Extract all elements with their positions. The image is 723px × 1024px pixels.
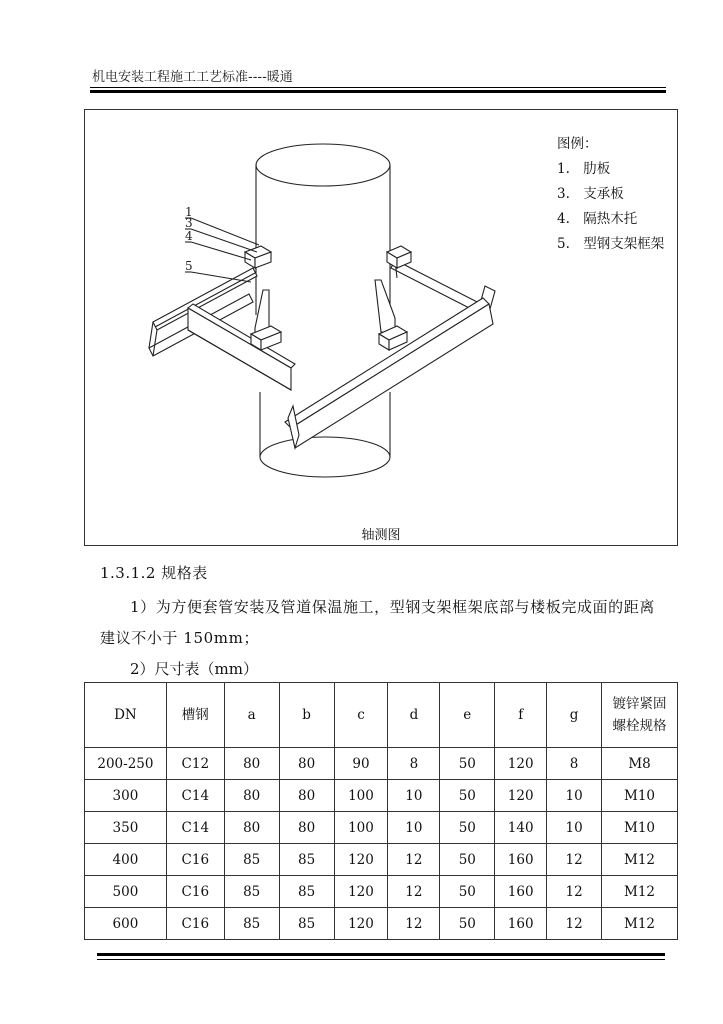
- table-cell: 200-250: [85, 748, 167, 780]
- table-cell: 120: [334, 844, 388, 876]
- table-cell: 80: [224, 812, 279, 844]
- table-cell: 12: [388, 876, 440, 908]
- table-cell: C12: [166, 748, 224, 780]
- table-cell: 80: [224, 748, 279, 780]
- table-cell: 120: [495, 780, 547, 812]
- table-cell: C16: [166, 844, 224, 876]
- table-cell: 120: [334, 876, 388, 908]
- table-cell: 500: [85, 876, 167, 908]
- table-cell: 12: [547, 908, 602, 940]
- rib-right: [375, 280, 395, 332]
- table-cell: C14: [166, 780, 224, 812]
- table-cell: 85: [224, 844, 279, 876]
- table-cell: C16: [166, 876, 224, 908]
- table-cell: 8: [388, 748, 440, 780]
- wood-block-right-back: [387, 246, 411, 268]
- header-d: d: [388, 683, 440, 748]
- table-cell: M12: [602, 876, 678, 908]
- table-cell: 120: [495, 748, 547, 780]
- header-dn: DN: [85, 683, 167, 748]
- table-cell: 80: [224, 780, 279, 812]
- table-row: [85, 908, 678, 940]
- table-cell: 50: [440, 780, 495, 812]
- table-cell: 12: [547, 876, 602, 908]
- table-cell: 100: [334, 780, 388, 812]
- legend-item: 4. 隔热木托: [557, 211, 638, 227]
- table-cell: 85: [224, 908, 279, 940]
- axonometric-figure: [84, 109, 678, 546]
- page-header-title: 机电安装工程施工工艺标准----暖通: [92, 70, 293, 85]
- header-bolt-spec: 镀锌紧固螺栓规格: [602, 683, 678, 748]
- table-cell: 10: [388, 812, 440, 844]
- table-cell: M12: [602, 844, 678, 876]
- table-row: [85, 844, 678, 876]
- table-cell: 50: [440, 876, 495, 908]
- table-cell: 90: [334, 748, 388, 780]
- table-cell: 8: [547, 748, 602, 780]
- table-cell: 120: [334, 908, 388, 940]
- table-cell: 50: [440, 812, 495, 844]
- footer-rule-thick: [97, 953, 665, 956]
- table-cell: 10: [547, 812, 602, 844]
- table-cell: 400: [85, 844, 167, 876]
- table-cell: 600: [85, 908, 167, 940]
- header-g: g: [547, 683, 602, 748]
- callout-4: 4: [185, 229, 193, 243]
- channel-beam-left: [188, 304, 295, 390]
- table-cell: 350: [85, 812, 167, 844]
- table-cell: C16: [166, 908, 224, 940]
- header-a: a: [224, 683, 279, 748]
- table-cell: 160: [495, 844, 547, 876]
- table-cell: C14: [166, 812, 224, 844]
- header-f: f: [495, 683, 547, 748]
- table-cell: 85: [279, 876, 334, 908]
- table-cell: 160: [495, 908, 547, 940]
- table-cell: 80: [279, 812, 334, 844]
- legend-item: 5. 型钢支架框架: [557, 236, 665, 252]
- paragraph-clearance-note: 1）为方便套管安装及管道保温施工，型钢支架框架底部与楼板完成面的距离建议不小于 150mm；: [100, 598, 655, 647]
- footer-rule-thin: [97, 959, 665, 960]
- header-c: c: [334, 683, 388, 748]
- table-cell: 85: [224, 876, 279, 908]
- header-rule-thick: [90, 90, 666, 93]
- legend-title: 图例：: [557, 136, 598, 152]
- paragraph-table-intro: 2）尺寸表（mm）: [130, 660, 258, 678]
- table-cell: M10: [602, 812, 678, 844]
- table-cell: 50: [440, 908, 495, 940]
- legend-item: 3. 支承板: [557, 186, 624, 202]
- legend-item: 1. 肋板: [557, 161, 611, 177]
- table-cell: 12: [547, 844, 602, 876]
- table-cell: 80: [279, 780, 334, 812]
- table-cell: 160: [495, 876, 547, 908]
- header-channel: 槽钢: [166, 683, 224, 748]
- section-heading: 1.3.1.2 规格表: [100, 564, 208, 582]
- table-row: [85, 748, 678, 780]
- header-e: e: [440, 683, 495, 748]
- table-cell: 85: [279, 844, 334, 876]
- header-rule-thin: [90, 87, 666, 88]
- header-b: b: [279, 683, 334, 748]
- callout-1: 1: [185, 205, 193, 219]
- table-cell: 10: [388, 780, 440, 812]
- table-cell: 85: [279, 908, 334, 940]
- pipe-top-ellipse: [256, 144, 390, 186]
- dimension-table: [84, 682, 678, 940]
- table-cell: 140: [495, 812, 547, 844]
- figure-legend: [557, 132, 664, 257]
- table-cell: M12: [602, 908, 678, 940]
- table-cell: 80: [279, 748, 334, 780]
- table-cell: 300: [85, 780, 167, 812]
- pipe-bottom-ellipse: [260, 437, 390, 477]
- table-cell: 50: [440, 844, 495, 876]
- table-cell: M8: [602, 748, 678, 780]
- table-cell: 10: [547, 780, 602, 812]
- table-cell: 12: [388, 844, 440, 876]
- table-header-row: [85, 683, 678, 748]
- table-row: [85, 780, 678, 812]
- table-cell: 50: [440, 748, 495, 780]
- table-cell: 100: [334, 812, 388, 844]
- figure-caption: 轴测图: [361, 528, 401, 543]
- table-row: [85, 812, 678, 844]
- callout-3: 3: [185, 216, 193, 230]
- table-cell: M10: [602, 780, 678, 812]
- callout-5: 5: [185, 259, 193, 273]
- table-row: [85, 876, 678, 908]
- table-cell: 12: [388, 908, 440, 940]
